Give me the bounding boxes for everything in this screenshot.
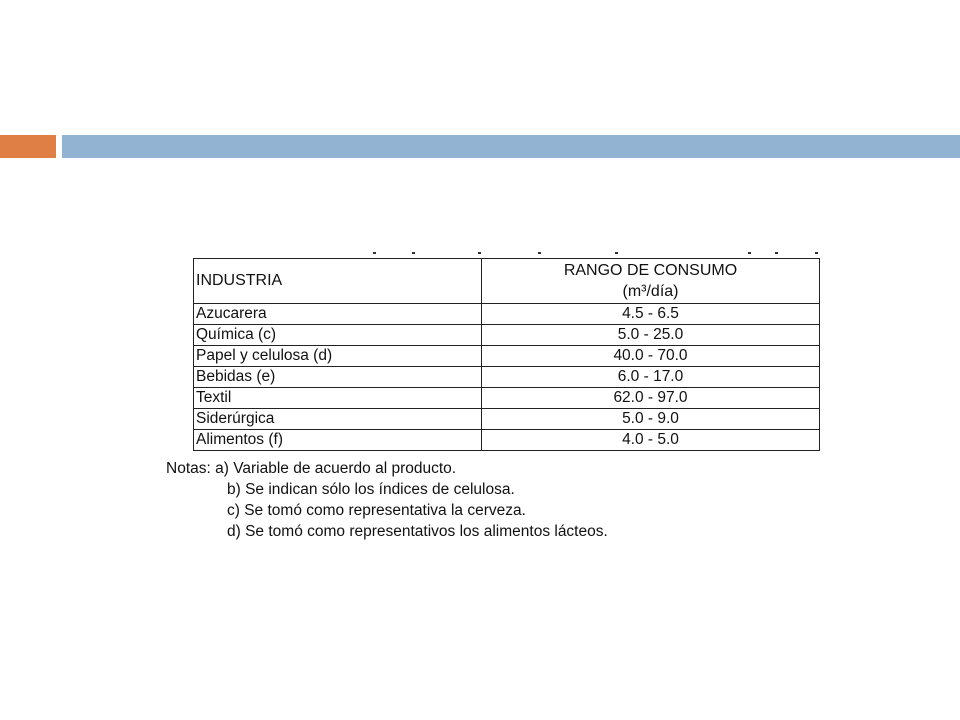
table-row	[194, 346, 820, 367]
table-row	[194, 430, 820, 451]
cell-rango: 4.5 - 6.5	[482, 304, 820, 325]
cell-industria: Azucarera	[194, 304, 482, 325]
table-row	[194, 367, 820, 388]
cell-industria: Papel y celulosa (d)	[194, 346, 482, 367]
header-rango-unit: (m³/día)	[622, 283, 679, 300]
note-b: b) Se indican sólo los índices de celulosa.	[227, 481, 515, 498]
header-rango	[482, 259, 820, 304]
table-row	[194, 325, 820, 346]
cell-industria: Alimentos (f)	[194, 430, 482, 451]
cell-industria: Química (c)	[194, 325, 482, 346]
cell-industria: Bebidas (e)	[194, 367, 482, 388]
header-industria: INDUSTRIA	[194, 259, 482, 304]
table-notes	[166, 458, 608, 542]
cell-rango: 6.0 - 17.0	[482, 367, 820, 388]
table-row	[194, 409, 820, 430]
cell-industria: Textil	[194, 388, 482, 409]
table-row	[194, 388, 820, 409]
consumption-table	[193, 258, 820, 451]
cell-rango: 5.0 - 9.0	[482, 409, 820, 430]
cell-rango: 4.0 - 5.0	[482, 430, 820, 451]
table-header-row	[194, 259, 820, 304]
cell-rango: 62.0 - 97.0	[482, 388, 820, 409]
note-a: Notas: a) Variable de acuerdo al producto.	[166, 460, 457, 477]
note-d: d) Se tomó como representativos los alimentos lácteos.	[227, 523, 608, 540]
cell-rango: 40.0 - 70.0	[482, 346, 820, 367]
cell-rango: 5.0 - 25.0	[482, 325, 820, 346]
cropped-text-remnant	[190, 252, 820, 256]
cell-industria: Siderúrgica	[194, 409, 482, 430]
title-accent-orange	[0, 135, 56, 158]
header-rango-line1: RANGO DE CONSUMO	[563, 262, 738, 279]
table-row	[194, 304, 820, 325]
note-c: c) Se tomó como representativa la cerveza.	[227, 502, 526, 519]
title-accent-bar	[62, 135, 960, 158]
